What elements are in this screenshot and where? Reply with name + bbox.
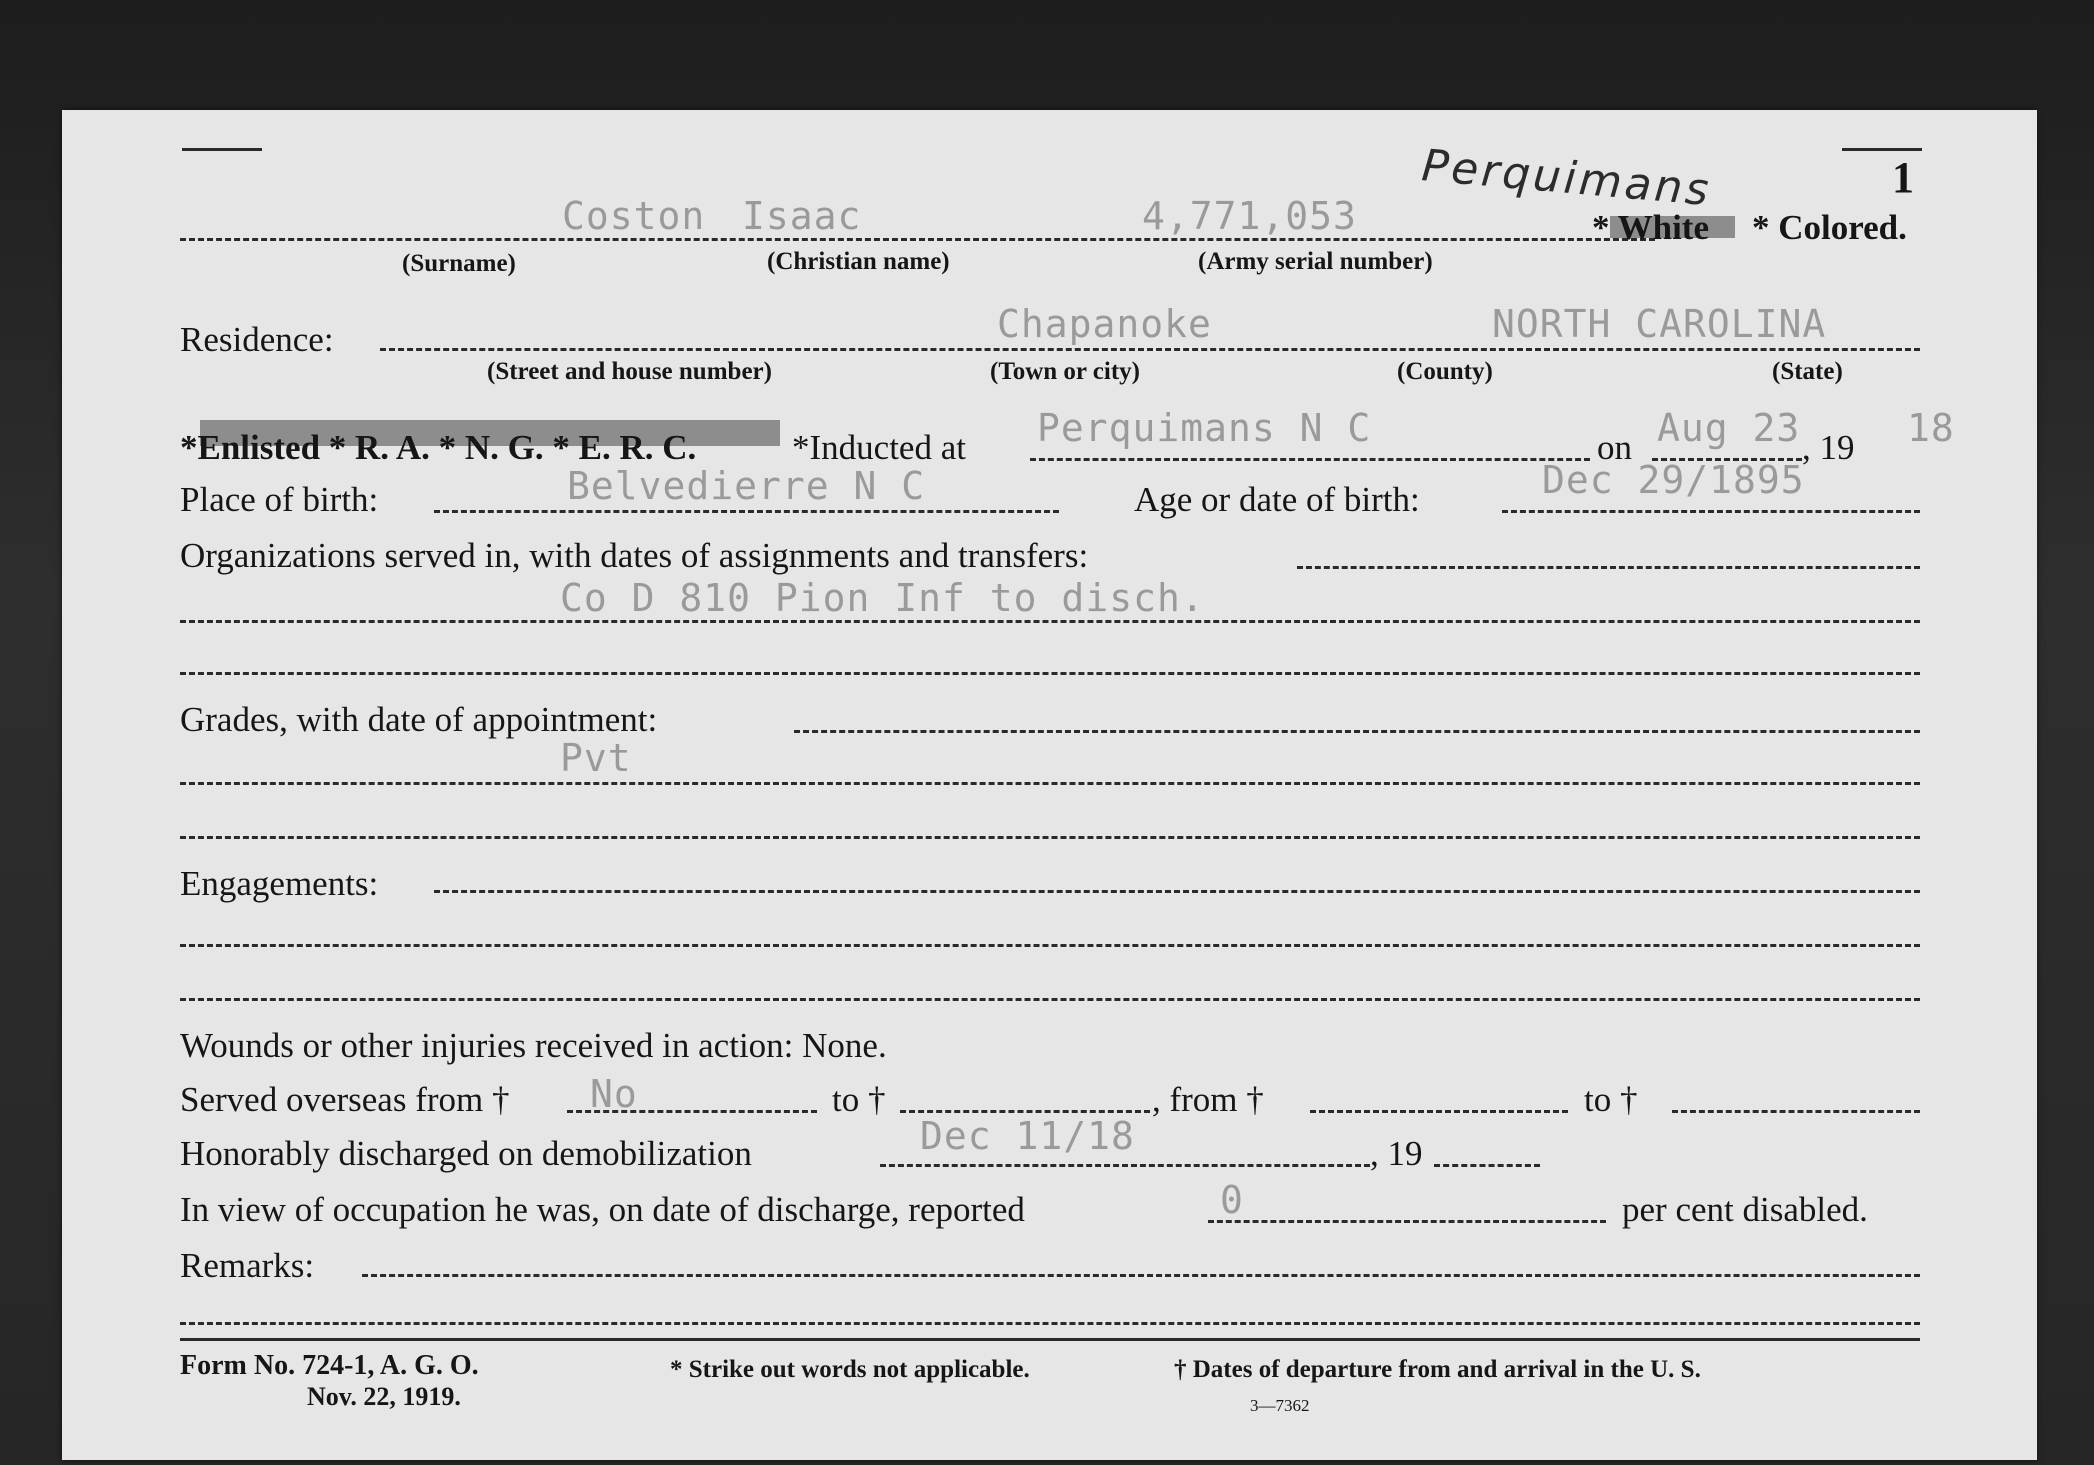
form-date: Nov. 22, 1919.: [307, 1382, 461, 1411]
overseas-to-line: [900, 1110, 1150, 1113]
surname-value: Coston: [562, 194, 706, 238]
engagements-line-3: [180, 998, 1920, 1001]
organizations-label: Organizations served in, with dates of assignments and transfers:: [180, 536, 1089, 575]
county-caption: (County): [1397, 358, 1493, 385]
grades-line-3: [180, 836, 1920, 839]
place-of-birth-line: [434, 510, 1059, 513]
state-caption: (State): [1772, 358, 1843, 385]
engagements-label: Engagements:: [180, 864, 379, 903]
street-caption: (Street and house number): [487, 358, 772, 385]
organizations-line-2: [180, 620, 1920, 623]
white-label: * White: [1592, 208, 1709, 247]
enlisted-label: *Enlisted * R. A. * N. G. * E. R. C.: [180, 428, 697, 467]
colored-label: * Colored.: [1752, 208, 1907, 247]
print-code: 3—7362: [1250, 1396, 1310, 1415]
organizations-value: Co D 810 Pion Inf to disch.: [560, 576, 1205, 620]
grades-value: Pvt: [560, 736, 632, 780]
inducted-place-value: Perquimans N C: [1037, 406, 1372, 450]
place-of-birth-label: Place of birth:: [180, 480, 379, 519]
discharge-line: [880, 1164, 1370, 1167]
age-line: [1502, 510, 1920, 513]
name-line: [180, 238, 1655, 241]
overseas-to2-label: to †: [1584, 1080, 1638, 1119]
serial-number-caption: (Army serial number): [1198, 248, 1433, 275]
grades-line-1: [794, 730, 1920, 733]
age-value: Dec 29/1895: [1542, 458, 1805, 502]
overseas-from-line: [567, 1110, 817, 1113]
inducted-year-value: 18: [1907, 406, 1955, 450]
christian-name-caption: (Christian name): [767, 248, 950, 275]
footer-rule: [180, 1338, 1920, 1341]
wounds-label: Wounds or other injuries received in action: None.: [180, 1026, 887, 1065]
overseas-label: Served overseas from †: [180, 1080, 510, 1119]
inducted-label: *Inducted at: [792, 428, 966, 467]
dates-note: † Dates of departure from and arrival in the U. S.: [1174, 1356, 1701, 1383]
overseas-to-label: to †: [832, 1080, 886, 1119]
overseas-value: No: [590, 1072, 638, 1116]
surname-caption: (Surname): [402, 250, 516, 277]
handwritten-county: Perquimans: [1419, 140, 1714, 217]
grades-line-2: [180, 782, 1920, 785]
engagements-line-1: [434, 890, 1920, 893]
town-caption: (Town or city): [990, 358, 1140, 385]
inducted-line: [1030, 458, 1590, 461]
disability-value: 0: [1220, 1178, 1244, 1222]
place-of-birth-value: Belvedierre N C: [567, 464, 926, 508]
on-label: on: [1597, 428, 1632, 467]
discharge-year-line: [1434, 1164, 1540, 1167]
organizations-line-1: [1297, 566, 1920, 569]
discharge-label: Honorably discharged on demobilization: [180, 1134, 752, 1173]
overseas-from2-line: [1310, 1110, 1568, 1113]
disability-suffix: per cent disabled.: [1622, 1190, 1868, 1229]
organizations-line-3: [180, 672, 1920, 675]
age-label: Age or date of birth:: [1134, 480, 1420, 519]
remarks-line-2: [180, 1322, 1920, 1325]
form-number: Form No. 724-1, A. G. O.: [180, 1350, 479, 1381]
overseas-from2-label: , from †: [1152, 1080, 1264, 1119]
residence-line: [380, 348, 1920, 351]
year-prefix: , 19: [1802, 428, 1855, 467]
disability-label: In view of occupation he was, on date of discharge, reported: [180, 1190, 1025, 1229]
town-value: Chapanoke: [997, 302, 1212, 346]
overseas-to2-line: [1672, 1110, 1920, 1113]
serial-number-value: 4,771,053: [1142, 194, 1357, 238]
discharge-value: Dec 11/18: [920, 1114, 1135, 1158]
top-right-rule: [1842, 148, 1922, 151]
christian-name-value: Isaac: [742, 194, 862, 238]
inducted-date-value: Aug 23: [1657, 406, 1801, 450]
state-value: NORTH CAROLINA: [1492, 302, 1827, 346]
discharge-year-label: , 19: [1370, 1134, 1423, 1173]
grades-label: Grades, with date of appointment:: [180, 700, 658, 739]
residence-label: Residence:: [180, 320, 334, 359]
remarks-line-1: [362, 1274, 1920, 1277]
disability-line: [1208, 1220, 1606, 1223]
record-card: [62, 110, 2037, 1460]
strike-note: * Strike out words not applicable.: [670, 1356, 1030, 1383]
engagements-line-2: [180, 944, 1920, 947]
top-left-rule: [182, 148, 262, 151]
remarks-label: Remarks:: [180, 1246, 315, 1285]
card-number: 1: [1892, 153, 1914, 202]
